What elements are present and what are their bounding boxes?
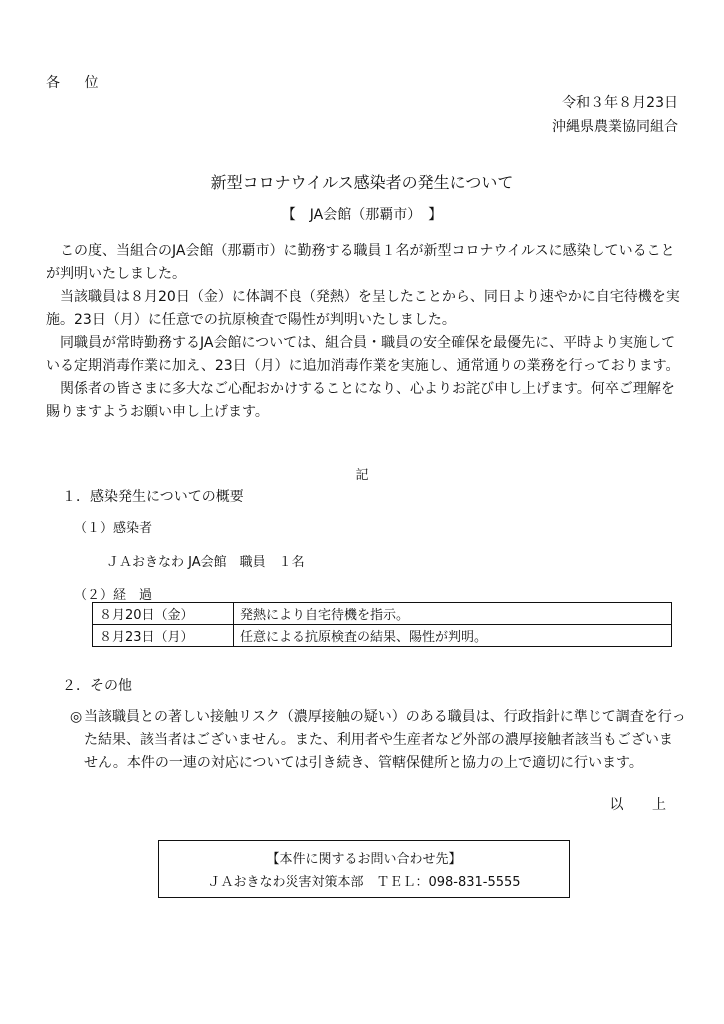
table-row: [93, 625, 672, 647]
addressee: 各 位: [46, 75, 109, 91]
contact-title: 【本件に関するお問い合わせ先】: [266, 852, 462, 867]
timeline-event: 任意による抗原検査の結果、陽性が判明。: [234, 625, 672, 647]
body-text: [46, 240, 686, 424]
body-paragraph: この度、当組合のJA会館（那覇市）に勤務する職員１名が新型コロナウイルスに感染していることが判明いたしました。: [46, 243, 675, 282]
timeline-heading: （２）経 過: [74, 588, 153, 603]
ki-mark: 記: [355, 468, 369, 483]
contact-box: [158, 840, 570, 898]
closing-mark: 以 上: [609, 797, 678, 813]
document-title: 新型コロナウイルス感染者の発生について: [210, 173, 514, 192]
timeline-table: [92, 602, 672, 647]
section2-heading: ２．その他: [62, 678, 132, 694]
body-paragraph: 当該職員は８月20日（金）に体調不良（発熱）を呈したことから、同日より速やかに自宅待機を実施。23日（月）に任意での抗原検査で陽性が判明いたしました。: [46, 289, 680, 328]
document-subtitle: 【 JA会館（那覇市） 】: [281, 207, 443, 223]
organization-name: 沖縄県農業協同組合: [552, 119, 678, 135]
contact-detail: ＪＡおきなわ災害対策本部 ＴＥＬ：098-831-5555: [207, 875, 521, 890]
timeline-date: ８月20日（金）: [93, 603, 234, 625]
infected-detail: ＪＡおきなわ JA会館 職員 １名: [106, 555, 305, 570]
timeline-event: 発熱により自宅待機を指示。: [234, 603, 672, 625]
double-circle-mark: ◎: [70, 709, 83, 725]
section1-heading: １．感染発生についての概要: [62, 489, 244, 505]
body-paragraph: 同職員が常時勤務するJA会館については、組合員・職員の安全確保を最優先に、平時より実施している定期消毒作業に加え、23日（月）に追加消毒作業を実施し、通常通りの業務を行っております。: [46, 335, 680, 374]
table-row: [93, 603, 672, 625]
timeline-date: ８月23日（月）: [93, 625, 234, 647]
section2-text: 当該職員との著しい接触リスク（濃厚接触の疑い）のある職員は、行政指針に準じて調査を行った結果、該当者はございません。また、利用者や生産者など外部の濃厚接触者該当もございません。本件の一連の対応については引き続き、管轄保健所と協力の上で適切に行います。: [84, 709, 686, 771]
body-paragraph: 関係者の皆さまに多大なご心配おかけすることになり、心よりお詫び申し上げます。何卒ご理解を賜りますようお願い申し上げます。: [46, 381, 675, 420]
infected-heading: （１）感染者: [74, 521, 153, 536]
section2-body: [70, 706, 686, 775]
document-date: 令和３年８月23日: [562, 95, 678, 111]
